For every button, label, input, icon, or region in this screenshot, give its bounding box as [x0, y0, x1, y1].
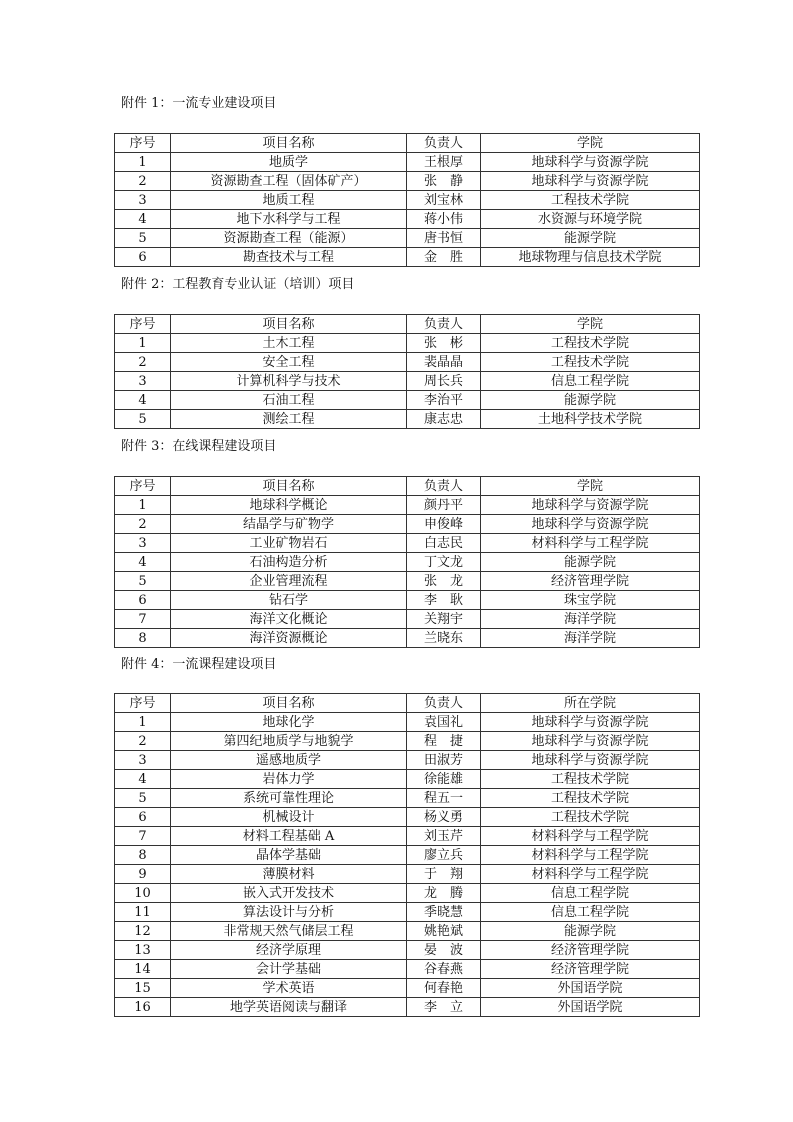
section-3-table [114, 476, 700, 648]
leader-cell: 张 静 [407, 172, 481, 191]
project-name-cell: 海洋资源概论 [171, 629, 407, 648]
row-number-cell: 2 [115, 515, 171, 534]
leader-cell: 裴晶晶 [407, 353, 481, 372]
table-row [115, 172, 700, 191]
leader-cell: 周长兵 [407, 372, 481, 391]
school-cell: 地球科学与资源学院 [481, 496, 700, 515]
table-row [115, 610, 700, 629]
table-row [115, 979, 700, 998]
project-name-cell: 资源勘查工程（能源） [171, 229, 407, 248]
table-row [115, 372, 700, 391]
column-header: 负责人 [407, 694, 481, 713]
leader-cell: 唐书恒 [407, 229, 481, 248]
school-cell: 外国语学院 [481, 998, 700, 1017]
project-name-cell: 算法设计与分析 [171, 903, 407, 922]
row-number-cell: 1 [115, 496, 171, 515]
leader-cell: 田淑芳 [407, 751, 481, 770]
school-cell: 能源学院 [481, 922, 700, 941]
section-2-heading: 附件 2：工程教育专业认证（培训）项目 [121, 277, 355, 292]
project-name-cell: 嵌入式开发技术 [171, 884, 407, 903]
leader-cell: 李 耿 [407, 591, 481, 610]
leader-cell: 金 胜 [407, 248, 481, 267]
section-2-table [114, 314, 700, 429]
project-name-cell: 海洋文化概论 [171, 610, 407, 629]
leader-cell: 关翔宇 [407, 610, 481, 629]
project-name-cell: 计算机科学与技术 [171, 372, 407, 391]
project-name-cell: 岩体力学 [171, 770, 407, 789]
section-4-heading: 附件 4：一流课程建设项目 [121, 657, 277, 672]
leader-cell: 兰晓东 [407, 629, 481, 648]
school-cell: 工程技术学院 [481, 334, 700, 353]
leader-cell: 龙 腾 [407, 884, 481, 903]
project-name-cell: 土木工程 [171, 334, 407, 353]
project-name-cell: 钻石学 [171, 591, 407, 610]
school-cell: 地球科学与资源学院 [481, 751, 700, 770]
table-row [115, 572, 700, 591]
school-cell: 工程技术学院 [481, 353, 700, 372]
section-4-table [114, 693, 700, 1017]
leader-cell: 谷春燕 [407, 960, 481, 979]
leader-cell: 季晓慧 [407, 903, 481, 922]
project-name-cell: 地球化学 [171, 713, 407, 732]
school-cell: 工程技术学院 [481, 191, 700, 210]
table-header-row [115, 477, 700, 496]
school-cell: 地球科学与资源学院 [481, 172, 700, 191]
leader-cell: 刘玉芹 [407, 827, 481, 846]
project-name-cell: 学术英语 [171, 979, 407, 998]
table-row [115, 960, 700, 979]
table-row [115, 922, 700, 941]
row-number-cell: 1 [115, 334, 171, 353]
project-name-cell: 系统可靠性理论 [171, 789, 407, 808]
column-header: 序号 [115, 315, 171, 334]
row-number-cell: 5 [115, 789, 171, 808]
column-header: 所在学院 [481, 694, 700, 713]
row-number-cell: 14 [115, 960, 171, 979]
project-name-cell: 地下水科学与工程 [171, 210, 407, 229]
project-name-cell: 第四纪地质学与地貌学 [171, 732, 407, 751]
row-number-cell: 6 [115, 591, 171, 610]
school-cell: 经济管理学院 [481, 941, 700, 960]
project-name-cell: 工业矿物岩石 [171, 534, 407, 553]
row-number-cell: 8 [115, 846, 171, 865]
school-cell: 地球科学与资源学院 [481, 732, 700, 751]
leader-cell: 白志民 [407, 534, 481, 553]
school-cell: 地球科学与资源学院 [481, 713, 700, 732]
table-row [115, 591, 700, 610]
column-header: 序号 [115, 477, 171, 496]
project-name-cell: 企业管理流程 [171, 572, 407, 591]
column-header: 项目名称 [171, 694, 407, 713]
project-name-cell: 地球科学概论 [171, 496, 407, 515]
row-number-cell: 4 [115, 553, 171, 572]
project-name-cell: 地质学 [171, 153, 407, 172]
column-header: 学院 [481, 315, 700, 334]
leader-cell: 康志忠 [407, 410, 481, 429]
project-name-cell: 遥感地质学 [171, 751, 407, 770]
school-cell: 信息工程学院 [481, 884, 700, 903]
table-row [115, 410, 700, 429]
leader-cell: 申俊峰 [407, 515, 481, 534]
school-cell: 工程技术学院 [481, 770, 700, 789]
school-cell: 材料科学与工程学院 [481, 865, 700, 884]
table-row [115, 229, 700, 248]
table-row [115, 732, 700, 751]
school-cell: 地球物理与信息技术学院 [481, 248, 700, 267]
project-name-cell: 经济学原理 [171, 941, 407, 960]
table-row [115, 827, 700, 846]
row-number-cell: 4 [115, 210, 171, 229]
school-cell: 水资源与环境学院 [481, 210, 700, 229]
row-number-cell: 1 [115, 153, 171, 172]
school-cell: 地球科学与资源学院 [481, 153, 700, 172]
table-row [115, 865, 700, 884]
column-header: 负责人 [407, 134, 481, 153]
row-number-cell: 15 [115, 979, 171, 998]
table-row [115, 789, 700, 808]
school-cell: 材料科学与工程学院 [481, 534, 700, 553]
table-row [115, 391, 700, 410]
table-row [115, 808, 700, 827]
column-header: 学院 [481, 134, 700, 153]
column-header: 序号 [115, 694, 171, 713]
leader-cell: 张 彬 [407, 334, 481, 353]
section-3-heading: 附件 3：在线课程建设项目 [121, 439, 277, 454]
row-number-cell: 5 [115, 410, 171, 429]
row-number-cell: 6 [115, 248, 171, 267]
school-cell: 能源学院 [481, 229, 700, 248]
project-name-cell: 勘查技术与工程 [171, 248, 407, 267]
leader-cell: 蒋小伟 [407, 210, 481, 229]
school-cell: 外国语学院 [481, 979, 700, 998]
table-row [115, 248, 700, 267]
leader-cell: 晏 波 [407, 941, 481, 960]
column-header: 序号 [115, 134, 171, 153]
project-name-cell: 非常规天然气储层工程 [171, 922, 407, 941]
project-name-cell: 晶体学基础 [171, 846, 407, 865]
row-number-cell: 4 [115, 770, 171, 789]
project-name-cell: 地质工程 [171, 191, 407, 210]
row-number-cell: 6 [115, 808, 171, 827]
leader-cell: 张 龙 [407, 572, 481, 591]
project-name-cell: 结晶学与矿物学 [171, 515, 407, 534]
leader-cell: 杨义勇 [407, 808, 481, 827]
school-cell: 海洋学院 [481, 610, 700, 629]
table-row [115, 191, 700, 210]
table-row [115, 884, 700, 903]
leader-cell: 刘宝林 [407, 191, 481, 210]
table-row [115, 210, 700, 229]
table-row [115, 153, 700, 172]
school-cell: 能源学院 [481, 391, 700, 410]
row-number-cell: 5 [115, 572, 171, 591]
leader-cell: 于 翔 [407, 865, 481, 884]
project-name-cell: 机械设计 [171, 808, 407, 827]
table-row [115, 553, 700, 572]
section-1-table [114, 133, 700, 267]
column-header: 项目名称 [171, 477, 407, 496]
project-name-cell: 资源勘查工程（固体矿产） [171, 172, 407, 191]
column-header: 负责人 [407, 477, 481, 496]
table-header-row [115, 134, 700, 153]
project-name-cell: 材料工程基础 A [171, 827, 407, 846]
leader-cell: 姚艳斌 [407, 922, 481, 941]
project-name-cell: 石油构造分析 [171, 553, 407, 572]
row-number-cell: 1 [115, 713, 171, 732]
row-number-cell: 7 [115, 610, 171, 629]
school-cell: 海洋学院 [481, 629, 700, 648]
leader-cell: 程五一 [407, 789, 481, 808]
column-header: 负责人 [407, 315, 481, 334]
project-name-cell: 会计学基础 [171, 960, 407, 979]
column-header: 学院 [481, 477, 700, 496]
table-row [115, 515, 700, 534]
school-cell: 工程技术学院 [481, 789, 700, 808]
table-row [115, 941, 700, 960]
table-row [115, 713, 700, 732]
school-cell: 经济管理学院 [481, 960, 700, 979]
row-number-cell: 4 [115, 391, 171, 410]
leader-cell: 李 立 [407, 998, 481, 1017]
row-number-cell: 16 [115, 998, 171, 1017]
school-cell: 珠宝学院 [481, 591, 700, 610]
project-name-cell: 石油工程 [171, 391, 407, 410]
school-cell: 土地科学技术学院 [481, 410, 700, 429]
leader-cell: 徐能雄 [407, 770, 481, 789]
section-1-heading: 附件 1：一流专业建设项目 [121, 96, 277, 111]
row-number-cell: 3 [115, 751, 171, 770]
row-number-cell: 2 [115, 353, 171, 372]
leader-cell: 王根厚 [407, 153, 481, 172]
row-number-cell: 8 [115, 629, 171, 648]
row-number-cell: 7 [115, 827, 171, 846]
leader-cell: 程 捷 [407, 732, 481, 751]
column-header: 项目名称 [171, 134, 407, 153]
leader-cell: 袁国礼 [407, 713, 481, 732]
row-number-cell: 10 [115, 884, 171, 903]
project-name-cell: 地学英语阅读与翻译 [171, 998, 407, 1017]
row-number-cell: 11 [115, 903, 171, 922]
table-row [115, 629, 700, 648]
table-row [115, 534, 700, 553]
school-cell: 信息工程学院 [481, 903, 700, 922]
school-cell: 材料科学与工程学院 [481, 846, 700, 865]
row-number-cell: 12 [115, 922, 171, 941]
school-cell: 材料科学与工程学院 [481, 827, 700, 846]
project-name-cell: 安全工程 [171, 353, 407, 372]
row-number-cell: 3 [115, 534, 171, 553]
school-cell: 工程技术学院 [481, 808, 700, 827]
table-row [115, 353, 700, 372]
leader-cell: 颜丹平 [407, 496, 481, 515]
table-row [115, 496, 700, 515]
row-number-cell: 5 [115, 229, 171, 248]
school-cell: 地球科学与资源学院 [481, 515, 700, 534]
row-number-cell: 2 [115, 172, 171, 191]
table-row [115, 770, 700, 789]
row-number-cell: 13 [115, 941, 171, 960]
table-header-row [115, 694, 700, 713]
table-row [115, 751, 700, 770]
leader-cell: 丁文龙 [407, 553, 481, 572]
table-header-row [115, 315, 700, 334]
school-cell: 能源学院 [481, 553, 700, 572]
row-number-cell: 3 [115, 372, 171, 391]
row-number-cell: 3 [115, 191, 171, 210]
column-header: 项目名称 [171, 315, 407, 334]
table-row [115, 998, 700, 1017]
school-cell: 信息工程学院 [481, 372, 700, 391]
project-name-cell: 薄膜材料 [171, 865, 407, 884]
table-row [115, 846, 700, 865]
leader-cell: 何春艳 [407, 979, 481, 998]
leader-cell: 李治平 [407, 391, 481, 410]
row-number-cell: 2 [115, 732, 171, 751]
school-cell: 经济管理学院 [481, 572, 700, 591]
table-row [115, 903, 700, 922]
table-row [115, 334, 700, 353]
project-name-cell: 测绘工程 [171, 410, 407, 429]
row-number-cell: 9 [115, 865, 171, 884]
leader-cell: 廖立兵 [407, 846, 481, 865]
